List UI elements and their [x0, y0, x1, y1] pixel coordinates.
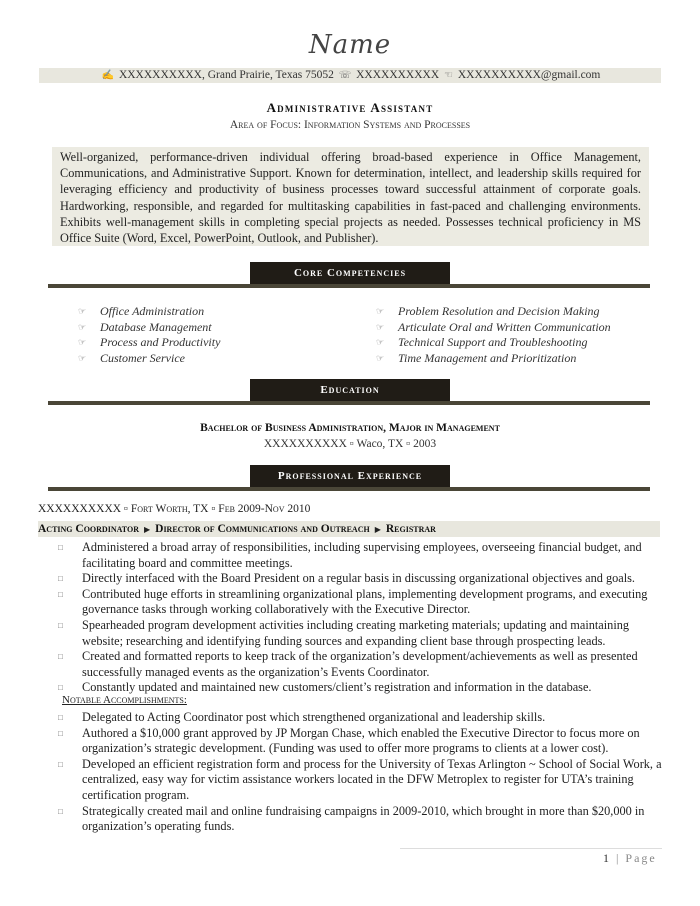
candidate-name: Name [308, 30, 392, 60]
list-item: □ Strategically created mail and online fundraising campaigns in 2009-2010, which brought in more than $20,000 in organization’s operating funds. [58, 803, 645, 834]
contact-bar [39, 68, 661, 83]
competency-item: ☞ Customer Service [78, 350, 185, 365]
section-header-competencies: Core Competencies [250, 262, 450, 284]
square-bullet-icon: □ [58, 806, 63, 816]
triangle-right-icon: ▶ [374, 525, 381, 534]
competency-item: ☞ Database Management [78, 319, 212, 334]
square-bullet-icon: □ [58, 620, 63, 630]
list-item: □ Delegated to Acting Coordinator post which strengthened organizational and leadership skills. [58, 710, 546, 724]
square-bullet-icon: □ [58, 713, 63, 722]
email[interactable]: XXXXXXXXXX@gmail.com [457, 69, 601, 81]
square-bullet-icon: □ [58, 759, 63, 769]
list-item: □ Constantly updated and maintained new customers/client’s registration and information in the database. [58, 680, 592, 695]
square-bullet-icon: □ [58, 652, 63, 662]
page-number: 1 | Page [603, 851, 657, 865]
focus-area: Area of Focus: Information Systems and Processes [229, 119, 471, 131]
section-rule [48, 284, 650, 288]
square-bullet-icon: □ [58, 683, 63, 693]
pointing-hand-icon: ☞ [78, 352, 87, 363]
competency-item: ☞ Process and Productivity [78, 335, 221, 349]
phone: XXXXXXXXXX [356, 69, 440, 81]
competency-item: ☞ Problem Resolution and Decision Making [376, 304, 600, 318]
list-item: □ Authored a $10,000 grant approved by JP Morgan Chase, which enabled the Executive Director to focus more on organization’s strategic development. (Funding was used to offer more programs to clients at a lower cost). [58, 725, 640, 756]
degree: Bachelor of Business Administration, Major in Management [200, 422, 500, 434]
notable-accomplishments-label: Notable Accomplishments: [62, 694, 187, 706]
job-titles-bar [38, 521, 660, 537]
telephone-icon: ☏ [338, 70, 352, 81]
mouse-icon: ☜ [444, 70, 453, 81]
section-header-education: Education [250, 379, 450, 401]
list-item: □ Contributed huge efforts in streamlining organizational plans, implementing development programs, and executing governance tasks through working collaboratively with the Executive Director. [58, 586, 648, 617]
list-item: □ Created and formatted reports to keep track of the organization’s development/achievements as well as presented successfully managed events as the organization’s Events Coordinator. [58, 649, 638, 679]
pointing-hand-icon: ☞ [376, 306, 385, 316]
section-rule [48, 401, 650, 405]
competency-item: ☞ Technical Support and Troubleshooting [376, 335, 588, 349]
competencies-right [376, 304, 611, 366]
square-bullet-icon: □ [58, 728, 63, 738]
section-rule [48, 487, 650, 491]
job-title: Acting Coordinator [38, 523, 139, 535]
professional-summary: Well-organized, performance-driven individual offering broad-based experience in Office Management, Communications, and Administrative Support. Known for determination, intellect, and leadership skills required for leveraging efficiency and productivity of business processes toward successful attainment of corporate goals. Hardworking, responsible, and regarded for multitasking capabilities in fast-paced and challenging environments. Exhibits well-management skills in completing special projects as needed. Possesses technical proficiency in MS Office Suite (Word, Excel, PowerPoint, Outlook, and Publisher). [52, 147, 649, 246]
pointing-hand-icon: ☞ [376, 337, 385, 347]
job-target-title: Administrative Assistant [266, 100, 434, 115]
list-item: □ Spearheaded program development activities including creating marketing materials; updating and maintaining website; researching and identifying funding sources and expanding client base through prospecting leads. [58, 617, 630, 648]
job-title: Director of Communications and Outreach [155, 523, 370, 535]
competency-item: ☞ Office Administration [78, 304, 205, 318]
list-item: □ Developed an efficient registration form and process for the University of Texas Arlington ~ School of Social Work, a centralized, easy way for victim assistance workers located in the DFW Metroplex to register for UTA’s training certification program. [58, 756, 662, 802]
list-item: □ Administered a broad array of responsibilities, including supervising employees, overseeing financial budget, and facilitating board and committee meetings. [58, 540, 642, 570]
pointing-hand-icon: ☞ [376, 321, 385, 332]
competency-item: ☞ Time Management and Prioritization [376, 350, 577, 365]
square-bullet-icon: □ [58, 543, 63, 552]
job-meta: XXXXXXXXXX ▫ Fort Worth, TX ▫ Feb 2009-Nov 2010 [38, 503, 311, 515]
square-bullet-icon: □ [58, 574, 63, 584]
pointing-hand-icon: ☞ [78, 337, 87, 347]
pencil-icon: ✍ [101, 70, 115, 81]
responsibilities-list [58, 540, 668, 696]
address: XXXXXXXXXX, Grand Prairie, Texas 75052 [118, 69, 334, 81]
job-title: Registrar [385, 523, 436, 535]
competency-item: ☞ Articulate Oral and Written Communication [376, 319, 611, 334]
pointing-hand-icon: ☞ [78, 321, 87, 332]
pointing-hand-icon: ☞ [78, 306, 87, 316]
competencies-left [78, 304, 220, 366]
square-bullet-icon: □ [58, 589, 63, 599]
footer-rule [400, 848, 662, 849]
section-header-experience: Professional Experience [250, 465, 450, 487]
pointing-hand-icon: ☞ [376, 352, 385, 363]
triangle-right-icon: ▶ [143, 525, 151, 534]
list-item: □ Directly interfaced with the Board President on a regular basis in discussing organizational objectives and goals. [58, 571, 635, 586]
school-line: XXXXXXXXXX ▫ Waco, TX ▫ 2003 [263, 438, 437, 450]
accomplishments-list [58, 710, 668, 835]
